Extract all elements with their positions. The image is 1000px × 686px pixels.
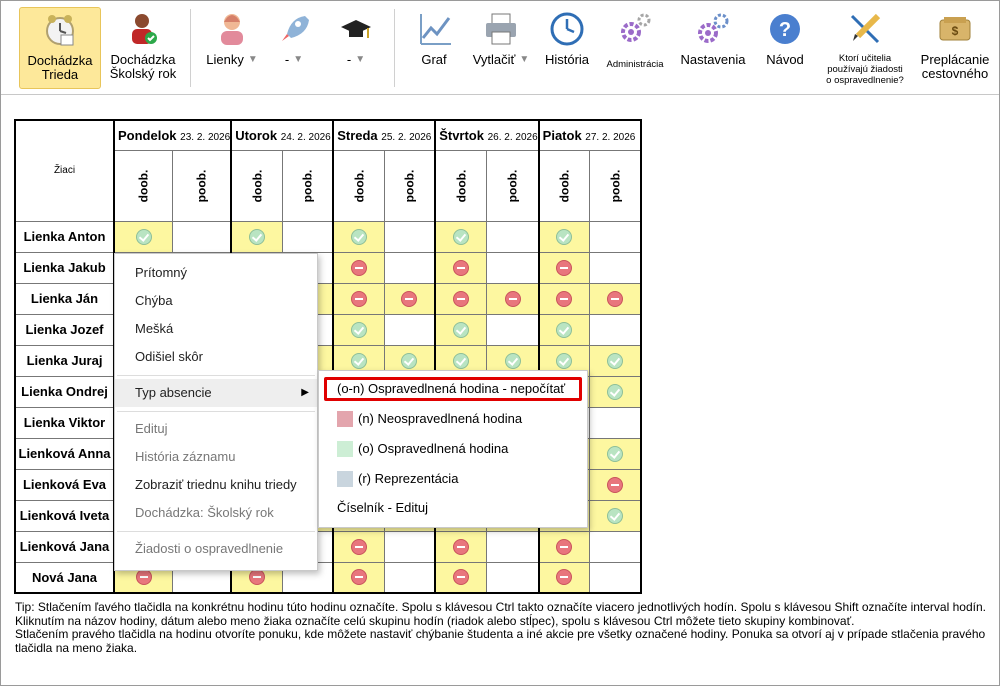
toolbar-separator [190,9,191,87]
absent-minus-icon [607,291,623,307]
student-name[interactable]: Lienka Ondrej [15,376,114,407]
toolbar-graf[interactable] [406,7,462,89]
toolbar-label: Lienky [206,52,244,67]
toolbar-administracia[interactable] [601,7,669,89]
absent-minus-icon [453,260,469,276]
present-check-icon [607,446,623,462]
clock-icon [547,9,587,49]
table-row [15,531,641,562]
toolbar-graduation-dropdown[interactable] [331,7,381,89]
absent-minus-icon [351,539,367,555]
menu-item-historia-zaznamu[interactable]: História záznamu [135,449,236,464]
help-tip [15,601,997,655]
submenu-item-ciselnik-edituj[interactable]: Číselník - Edituj [337,500,429,515]
students-header[interactable]: Žiaci [15,120,114,221]
absent-minus-icon [453,291,469,307]
money-icon [935,9,975,49]
attendance-cell[interactable] [590,438,641,469]
submenu-arrow-icon: ▶ [301,387,309,398]
student-name[interactable]: Lienka Juraj [15,345,114,376]
toolbar-dochadzka-trieda[interactable] [19,7,101,89]
present-check-icon [556,322,572,338]
lesson-header[interactable] [590,150,641,221]
attendance-clock-icon [40,10,80,50]
toolbar-ktori-ucitelia[interactable] [817,7,913,89]
tip-text-1: Tip: Stlačením ľavého tlačidla na konkrétnu hodinu túto hodinu označíte. Spolu s klávesou Ctrl takto označíte viacero jednotlivých hodín. Spolu s klávesou Shift označíte interval hodín. Kliknutím na názov hodiny, dátum alebo meno žiaka označíte celú skupinu hodín (riadok alebo stĺpec), spolu s klávesou Ctrl môžete tieto skupiny kombinovať. [15,600,986,628]
attendance-cell[interactable] [333,283,384,314]
attendance-cell[interactable] [539,221,590,252]
toolbar-preplacanie-cestovneho[interactable] [915,7,995,89]
absent-minus-icon [453,569,469,585]
attendance-cell[interactable] [590,283,641,314]
menu-item-pritomny[interactable]: Prítomný [135,265,188,280]
student-name[interactable]: Lienková Iveta [15,500,114,531]
lesson-header[interactable] [333,150,384,221]
attendance-cell[interactable] [590,314,641,345]
submenu-item-label: (o) Ospravedlnená hodina [358,441,509,456]
toolbar-vytlacit-dropdown[interactable] [467,7,535,89]
student-name[interactable]: Lienka Viktor [15,407,114,438]
present-check-icon [351,322,367,338]
svg-text:$: $ [951,24,959,38]
day-header-tuesday[interactable]: Utorok 24. 2. 2026 [231,120,333,150]
toolbar-label: Dochádzka Trieda [27,53,93,82]
absence-type-submenu [318,370,588,528]
present-check-icon [453,353,469,369]
absent-minus-icon [556,539,572,555]
graduation-cap-icon [336,9,376,49]
context-menu [114,253,318,571]
toolbar-label: - [284,52,290,67]
lesson-header[interactable] [487,150,539,221]
color-swatch [337,471,353,487]
svg-text:?: ? [778,19,792,41]
help-icon [765,9,805,49]
attendance-cell[interactable] [590,252,641,283]
attendance-cell[interactable] [435,314,487,345]
present-check-icon [556,353,572,369]
attendance-cell[interactable] [384,221,435,252]
attendance-cell[interactable] [333,252,384,283]
absent-minus-icon [556,291,572,307]
attendance-cell[interactable] [487,562,539,593]
day-header-thursday[interactable]: Štvrtok 26. 2. 2026 [435,120,538,150]
person-check-icon [123,9,163,49]
chevron-down-icon: ▼ [293,54,304,65]
menu-item-zobrazit-triednu-knihu[interactable]: Zobraziť triednu knihu triedy [135,477,297,492]
attendance-cell[interactable] [487,283,539,314]
toolbar-label: Vytlačiť [472,52,516,67]
submenu-item-label: (n) Neospravedlnená hodina [358,411,523,426]
toolbar-historia[interactable] [539,7,595,89]
attendance-cell[interactable] [539,252,590,283]
lesson-header[interactable] [539,150,590,221]
table-row [15,252,641,283]
lesson-header[interactable] [282,150,333,221]
color-swatch [337,411,353,427]
present-check-icon [136,229,152,245]
attendance-cell[interactable] [333,562,384,593]
tip-text-2: Stlačením pravého tlačidla na hodinu otvoríte ponuku, kde môžete nastaviť chýbanie študenta a iné akcie pre všetky označené hodiny. Ponuka sa otvorí aj v prípade stlačenia pravého tlačidla na meno žiaka. [15,627,986,655]
attendance-cell[interactable] [539,562,590,593]
attendance-cell[interactable] [539,283,590,314]
lesson-header-label: poob. [402,169,417,202]
table-row [15,562,641,593]
absent-minus-icon [351,260,367,276]
present-check-icon [607,384,623,400]
lesson-header-label: poob. [194,169,209,202]
menu-item-ziadosti[interactable]: Žiadosti o ospravedlnenie [135,541,284,556]
toolbar-separator [394,9,395,87]
present-check-icon [351,229,367,245]
lesson-header-label: doob. [136,169,151,202]
lesson-header[interactable] [173,150,232,221]
table-row [15,221,641,252]
attendance-cell[interactable] [590,407,641,438]
attendance-cell[interactable] [384,252,435,283]
lesson-header-label: poob. [300,169,315,202]
present-check-icon [249,229,265,245]
present-check-icon [556,229,572,245]
student-name[interactable]: Lienka Jozef [15,314,114,345]
student-name[interactable]: Lienka Jakub [15,252,114,283]
attendance-cell[interactable] [435,531,487,562]
attendance-cell[interactable] [487,531,539,562]
rocket-icon [274,9,314,49]
attendance-cell[interactable] [590,531,641,562]
present-check-icon [505,353,521,369]
absent-minus-icon [136,569,152,585]
attendance-cell[interactable] [384,531,435,562]
day-header-wednesday[interactable]: Streda 25. 2. 2026 [333,120,435,150]
table-row [15,314,641,345]
lesson-header-label: doob. [454,169,469,202]
attendance-cell[interactable] [384,314,435,345]
toolbar-label: Návod [766,52,804,67]
attendance-cell[interactable] [539,314,590,345]
student-name[interactable]: Lienková Eva [15,469,114,500]
lesson-header[interactable] [435,150,487,221]
attendance-cell[interactable] [590,376,641,407]
submenu-item-neospravedlnena[interactable] [337,407,522,431]
chart-icon [414,9,454,49]
lesson-header-label: poob. [607,169,622,202]
menu-item-typ-absencie[interactable] [115,379,317,407]
attendance-cell[interactable] [590,469,641,500]
submenu-item-ospravedlnena[interactable] [337,437,508,461]
submenu-item-reprezentacia[interactable] [337,467,458,491]
attendance-cell[interactable] [333,531,384,562]
lesson-header-label: doob. [249,169,264,202]
lesson-header[interactable] [114,150,173,221]
menu-item-label: Typ absencie [135,385,212,400]
attendance-cell[interactable] [435,283,487,314]
attendance-cell[interactable] [333,314,384,345]
attendance-cell[interactable] [114,221,173,252]
toolbar-navod[interactable] [759,7,811,89]
attendance-cell[interactable] [384,562,435,593]
attendance-cell[interactable] [590,500,641,531]
toolbar-label: Preplácanie cestovného [920,52,990,81]
day-header-friday[interactable]: Piatok 27. 2. 2026 [539,120,641,150]
menu-separator [117,531,315,532]
toolbar-nastavenia[interactable] [675,7,751,89]
student-name[interactable]: Lienková Anna [15,438,114,469]
submenu-item-label: (r) Reprezentácia [358,471,459,486]
absent-minus-icon [351,569,367,585]
absent-minus-icon [401,291,417,307]
menu-item-chyba[interactable]: Chýba [135,293,173,308]
attendance-cell[interactable] [231,221,282,252]
absent-minus-icon [249,569,265,585]
main-toolbar [1,1,999,95]
toolbar-label: Graf [421,52,447,67]
attendance-cell[interactable] [282,221,333,252]
student-name[interactable]: Nová Jana [15,562,114,593]
attendance-cell[interactable] [590,221,641,252]
attendance-cell[interactable] [173,221,232,252]
attendance-cell[interactable] [435,221,487,252]
color-swatch [337,441,353,457]
table-row [15,283,641,314]
attendance-cell[interactable] [590,562,641,593]
present-check-icon [453,322,469,338]
menu-item-dochadzka-skolsky-rok[interactable]: Dochádzka: Školský rok [135,505,274,520]
toolbar-label: Ktorí učitelia používajú žiadosti o ospravedlnenie? [826,53,904,86]
pencil-icon [845,9,885,49]
absent-minus-icon [607,477,623,493]
absent-minus-icon [351,291,367,307]
attendance-cell[interactable] [333,221,384,252]
toolbar-label: Nastavenia [680,52,746,67]
attendance-cell[interactable] [384,283,435,314]
menu-item-meska[interactable]: Mešká [135,321,174,336]
gear-icon [615,9,655,49]
attendance-cell[interactable] [539,531,590,562]
lesson-header[interactable] [384,150,435,221]
toolbar-label: História [544,52,590,67]
printer-icon [481,9,521,49]
attendance-cell[interactable] [435,562,487,593]
menu-item-odisiel-skor[interactable]: Odišiel skôr [135,349,203,364]
absent-minus-icon [505,291,521,307]
toolbar-label: - [346,52,352,67]
attendance-cell[interactable] [435,252,487,283]
gears-icon [693,9,733,49]
present-check-icon [351,353,367,369]
attendance-cell[interactable] [487,221,539,252]
lesson-header-label: doob. [557,169,572,202]
lesson-header[interactable] [231,150,282,221]
attendance-cell[interactable] [487,252,539,283]
menu-separator [117,411,315,412]
present-check-icon [607,353,623,369]
toolbar-rocket-dropdown[interactable] [269,7,319,89]
toolbar-label: Administrácia [606,59,664,70]
student-name[interactable]: Lienková Jana [15,531,114,562]
lesson-header-label: doob. [351,169,366,202]
absent-minus-icon [556,260,572,276]
menu-item-edituj[interactable]: Edituj [135,421,168,436]
attendance-cell[interactable] [487,314,539,345]
present-check-icon [453,229,469,245]
menu-separator [117,375,315,376]
lesson-header-label: poob. [505,169,520,202]
chevron-down-icon: ▼ [519,54,530,65]
person-icon [212,9,252,49]
student-name[interactable]: Lienka Ján [15,283,114,314]
student-name[interactable]: Lienka Anton [15,221,114,252]
attendance-cell[interactable] [590,345,641,376]
absent-minus-icon [453,539,469,555]
toolbar-dochadzka-skolsky-rok[interactable] [105,7,181,89]
absent-minus-icon [556,569,572,585]
submenu-item-on-selected[interactable]: (o-n) Ospravedlnená hodina - nepočítať [324,377,582,401]
toolbar-lienky-dropdown[interactable] [199,7,265,89]
day-header-monday[interactable]: Pondelok 23. 2. 2026 [114,120,231,150]
toolbar-label: Dochádzka Školský rok [109,52,177,81]
present-check-icon [607,508,623,524]
present-check-icon [401,353,417,369]
chevron-down-icon: ▼ [355,54,366,65]
chevron-down-icon: ▼ [247,54,258,65]
